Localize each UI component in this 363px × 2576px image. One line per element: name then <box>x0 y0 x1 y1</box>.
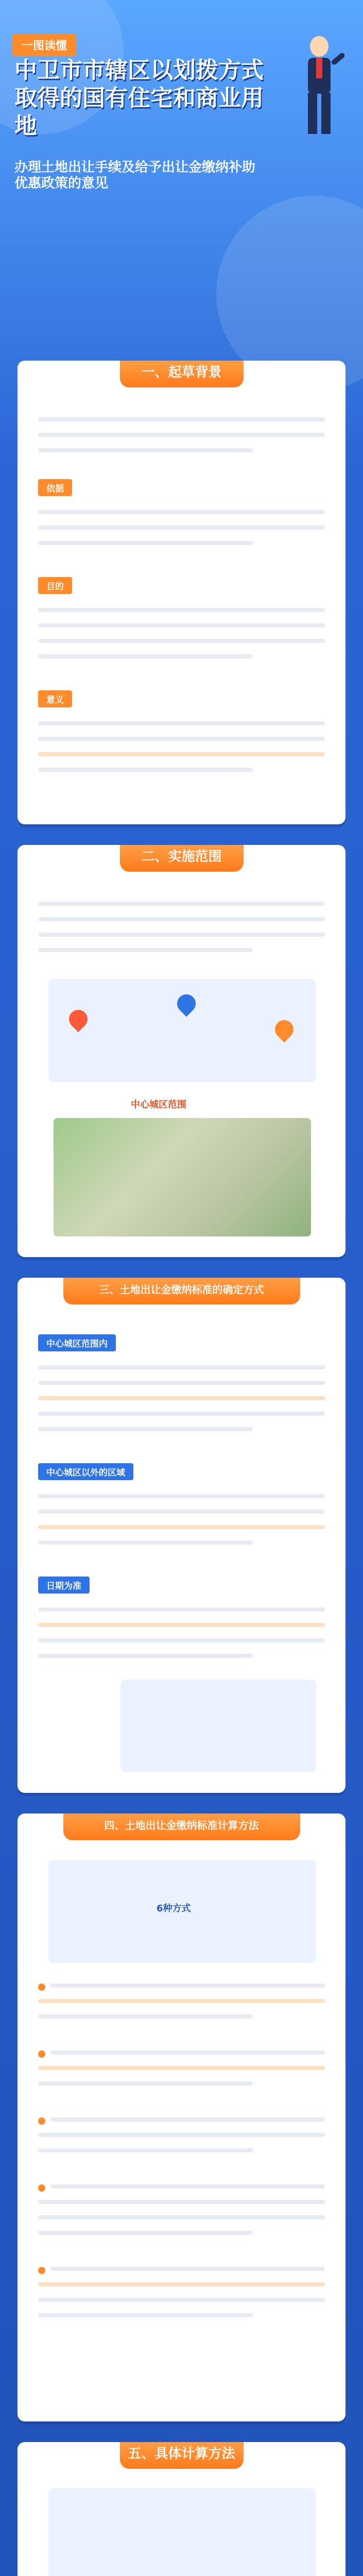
section-heading: 三、土地出让金缴纳标准的确定方式 <box>63 1278 300 1304</box>
scope-illustration <box>48 979 316 1082</box>
methods-illustration <box>48 2488 316 2576</box>
section-tag: 意义 <box>38 690 72 707</box>
section-heading: 二、实施范围 <box>120 845 244 872</box>
section-methods <box>18 2442 345 2576</box>
section-heading: 五、具体计算方法 <box>120 2442 244 2469</box>
section-background <box>18 361 345 824</box>
section-heading: 一、起草背景 <box>120 361 244 387</box>
subtitle-line-1: 办理土地出让手续及给予出让金缴纳补助 <box>14 160 256 175</box>
section-tag: 中心城区范围内 <box>38 1334 116 1351</box>
section-scope <box>18 845 345 1257</box>
section-tag: 日期为准 <box>38 1577 90 1594</box>
section-tag: 依据 <box>38 479 72 496</box>
header-badge: 一图读懂 <box>12 34 76 56</box>
page-title: 中卫市市辖区以划拨方式取得的国有住宅和商业用地 <box>14 57 264 139</box>
illus-label: 6种方式 <box>157 1903 191 1914</box>
section-heading: 四、土地出让金缴纳标准计算方法 <box>63 1814 300 1840</box>
central-district-map <box>54 1118 311 1236</box>
page-subtitle <box>14 160 303 192</box>
section-standard <box>18 1278 345 1793</box>
map-label: 中心城区范围 <box>131 1099 186 1110</box>
subtitle-line-2: 优惠政策的意见 <box>14 176 109 191</box>
calculation-illustration <box>48 1860 316 1963</box>
people-illustration <box>120 1680 316 1772</box>
section-tag: 目的 <box>38 577 72 594</box>
section-tag: 中心城区以外的区域 <box>38 1463 133 1480</box>
section-calculation <box>18 1814 345 2421</box>
businessman-illustration <box>288 31 350 144</box>
